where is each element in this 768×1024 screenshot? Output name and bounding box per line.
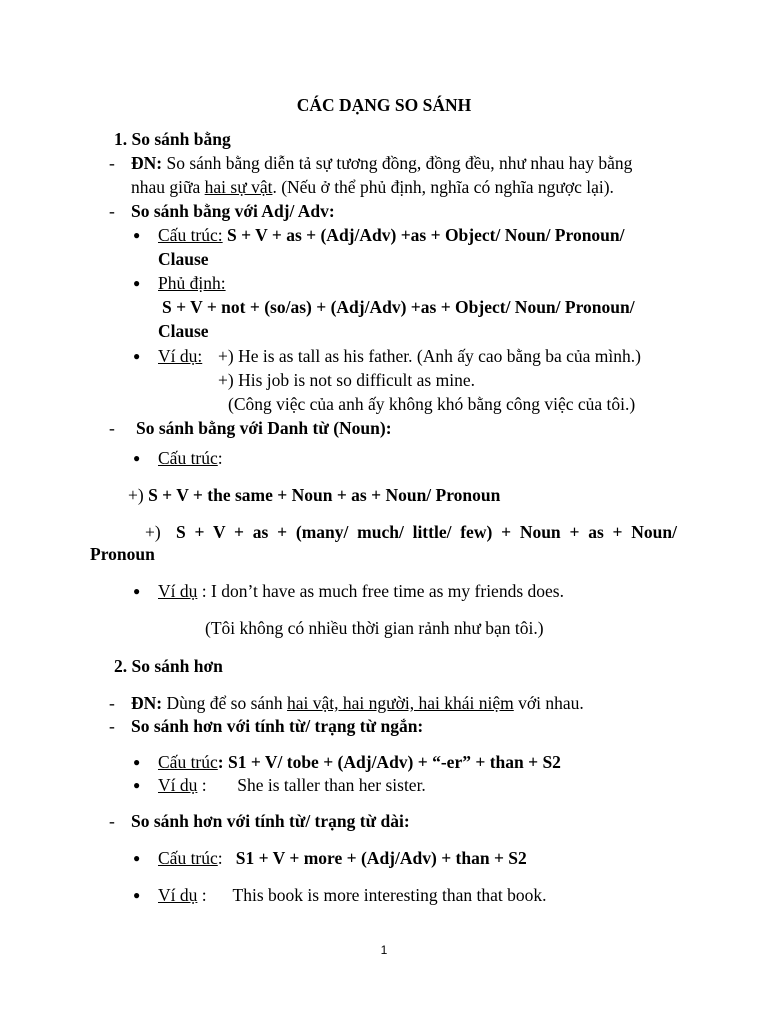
bullet-icon: ●	[133, 451, 141, 465]
s1-structure-line2: Clause	[158, 249, 209, 269]
bullet-icon: ●	[133, 888, 141, 902]
s2-definition: ĐN: Dùng để so sánh hai vật, hai người, hai khái niệm với nhau.	[131, 693, 584, 713]
s1-noun-example-translation: (Tôi không có nhiều thời gian rảnh như bạn tôi.)	[205, 618, 544, 638]
dash-marker: -	[109, 418, 115, 438]
s1-negative-label: Phủ định:	[158, 273, 226, 293]
s1-negative-formula-line2: Clause	[158, 321, 209, 341]
s1-noun-formula-2: S + V + as + (many/ much/ little/ few) + Noun + as + Noun/	[176, 522, 677, 542]
bullet-icon: ●	[133, 276, 141, 290]
s1-noun-formula-2-prefix: +)	[145, 522, 161, 542]
s1-example-2: +) His job is not so difficult as mine.	[218, 370, 475, 390]
s1-noun-formula-1: +) S + V + the same + Noun + as + Noun/ Pronoun	[128, 485, 501, 505]
s1-noun-structure-label: Cấu trúc:	[158, 448, 223, 468]
dash-marker: -	[109, 693, 115, 713]
s1-structure: Cấu trúc: S + V + as + (Adj/Adv) +as + Object/ Noun/ Pronoun/	[158, 225, 625, 245]
s1-negative-formula: S + V + not + (so/as) + (Adj/Adv) +as + Object/ Noun/ Pronoun/	[162, 297, 635, 317]
dash-marker: -	[109, 716, 115, 736]
s1-definition-line2: nhau giữa hai sự vật. (Nếu ở thể phủ định, nghĩa có nghĩa ngược lại).	[131, 177, 614, 197]
s1-definition-line1: ĐN: So sánh bằng diễn tả sự tương đồng, đồng đều, như nhau hay bằng	[131, 153, 633, 173]
s2-long-example: Ví dụ : This book is more interesting than that book.	[158, 885, 547, 905]
section-1-heading: 1. So sánh bằng	[114, 129, 231, 149]
bullet-icon: ●	[133, 755, 141, 769]
dash-marker: -	[109, 811, 115, 831]
bullet-icon: ●	[133, 778, 141, 792]
s1-adj-heading: So sánh bằng với Adj/ Adv:	[131, 201, 335, 221]
s1-noun-heading: So sánh bằng với Danh từ (Noun):	[136, 418, 392, 438]
s2-short-example: Ví dụ : She is taller than her sister.	[158, 775, 426, 795]
bullet-icon: ●	[133, 584, 141, 598]
page-title: CÁC DẠNG SO SÁNH	[296, 95, 472, 115]
s2-short-structure: Cấu trúc: S1 + V/ tobe + (Adj/Adv) + “-er” + than + S2	[158, 752, 561, 772]
s2-long-structure: Cấu trúc: S1 + V + more + (Adj/Adv) + than + S2	[158, 848, 527, 868]
bullet-icon: ●	[133, 228, 141, 242]
bullet-icon: ●	[133, 851, 141, 865]
section-2-heading: 2. So sánh hơn	[114, 656, 223, 676]
dash-marker: -	[109, 153, 115, 173]
dash-marker: -	[109, 201, 115, 221]
page-number: 1	[380, 943, 388, 957]
s2-short-heading: So sánh hơn với tính từ/ trạng từ ngắn:	[131, 716, 424, 736]
s1-noun-example: Ví dụ : I don’t have as much free time as my friends does.	[158, 581, 564, 601]
bullet-icon: ●	[133, 349, 141, 363]
s1-example-label: Ví dụ:	[158, 346, 203, 366]
s2-long-heading: So sánh hơn với tính từ/ trạng từ dài:	[131, 811, 410, 831]
s1-noun-formula-2-line2: Pronoun	[90, 544, 155, 564]
s1-example-2-translation: (Công việc của anh ấy không khó bằng công việc của tôi.)	[228, 394, 636, 414]
s1-example-1: +) He is as tall as his father. (Anh ấy cao bằng ba của mình.)	[218, 346, 641, 366]
